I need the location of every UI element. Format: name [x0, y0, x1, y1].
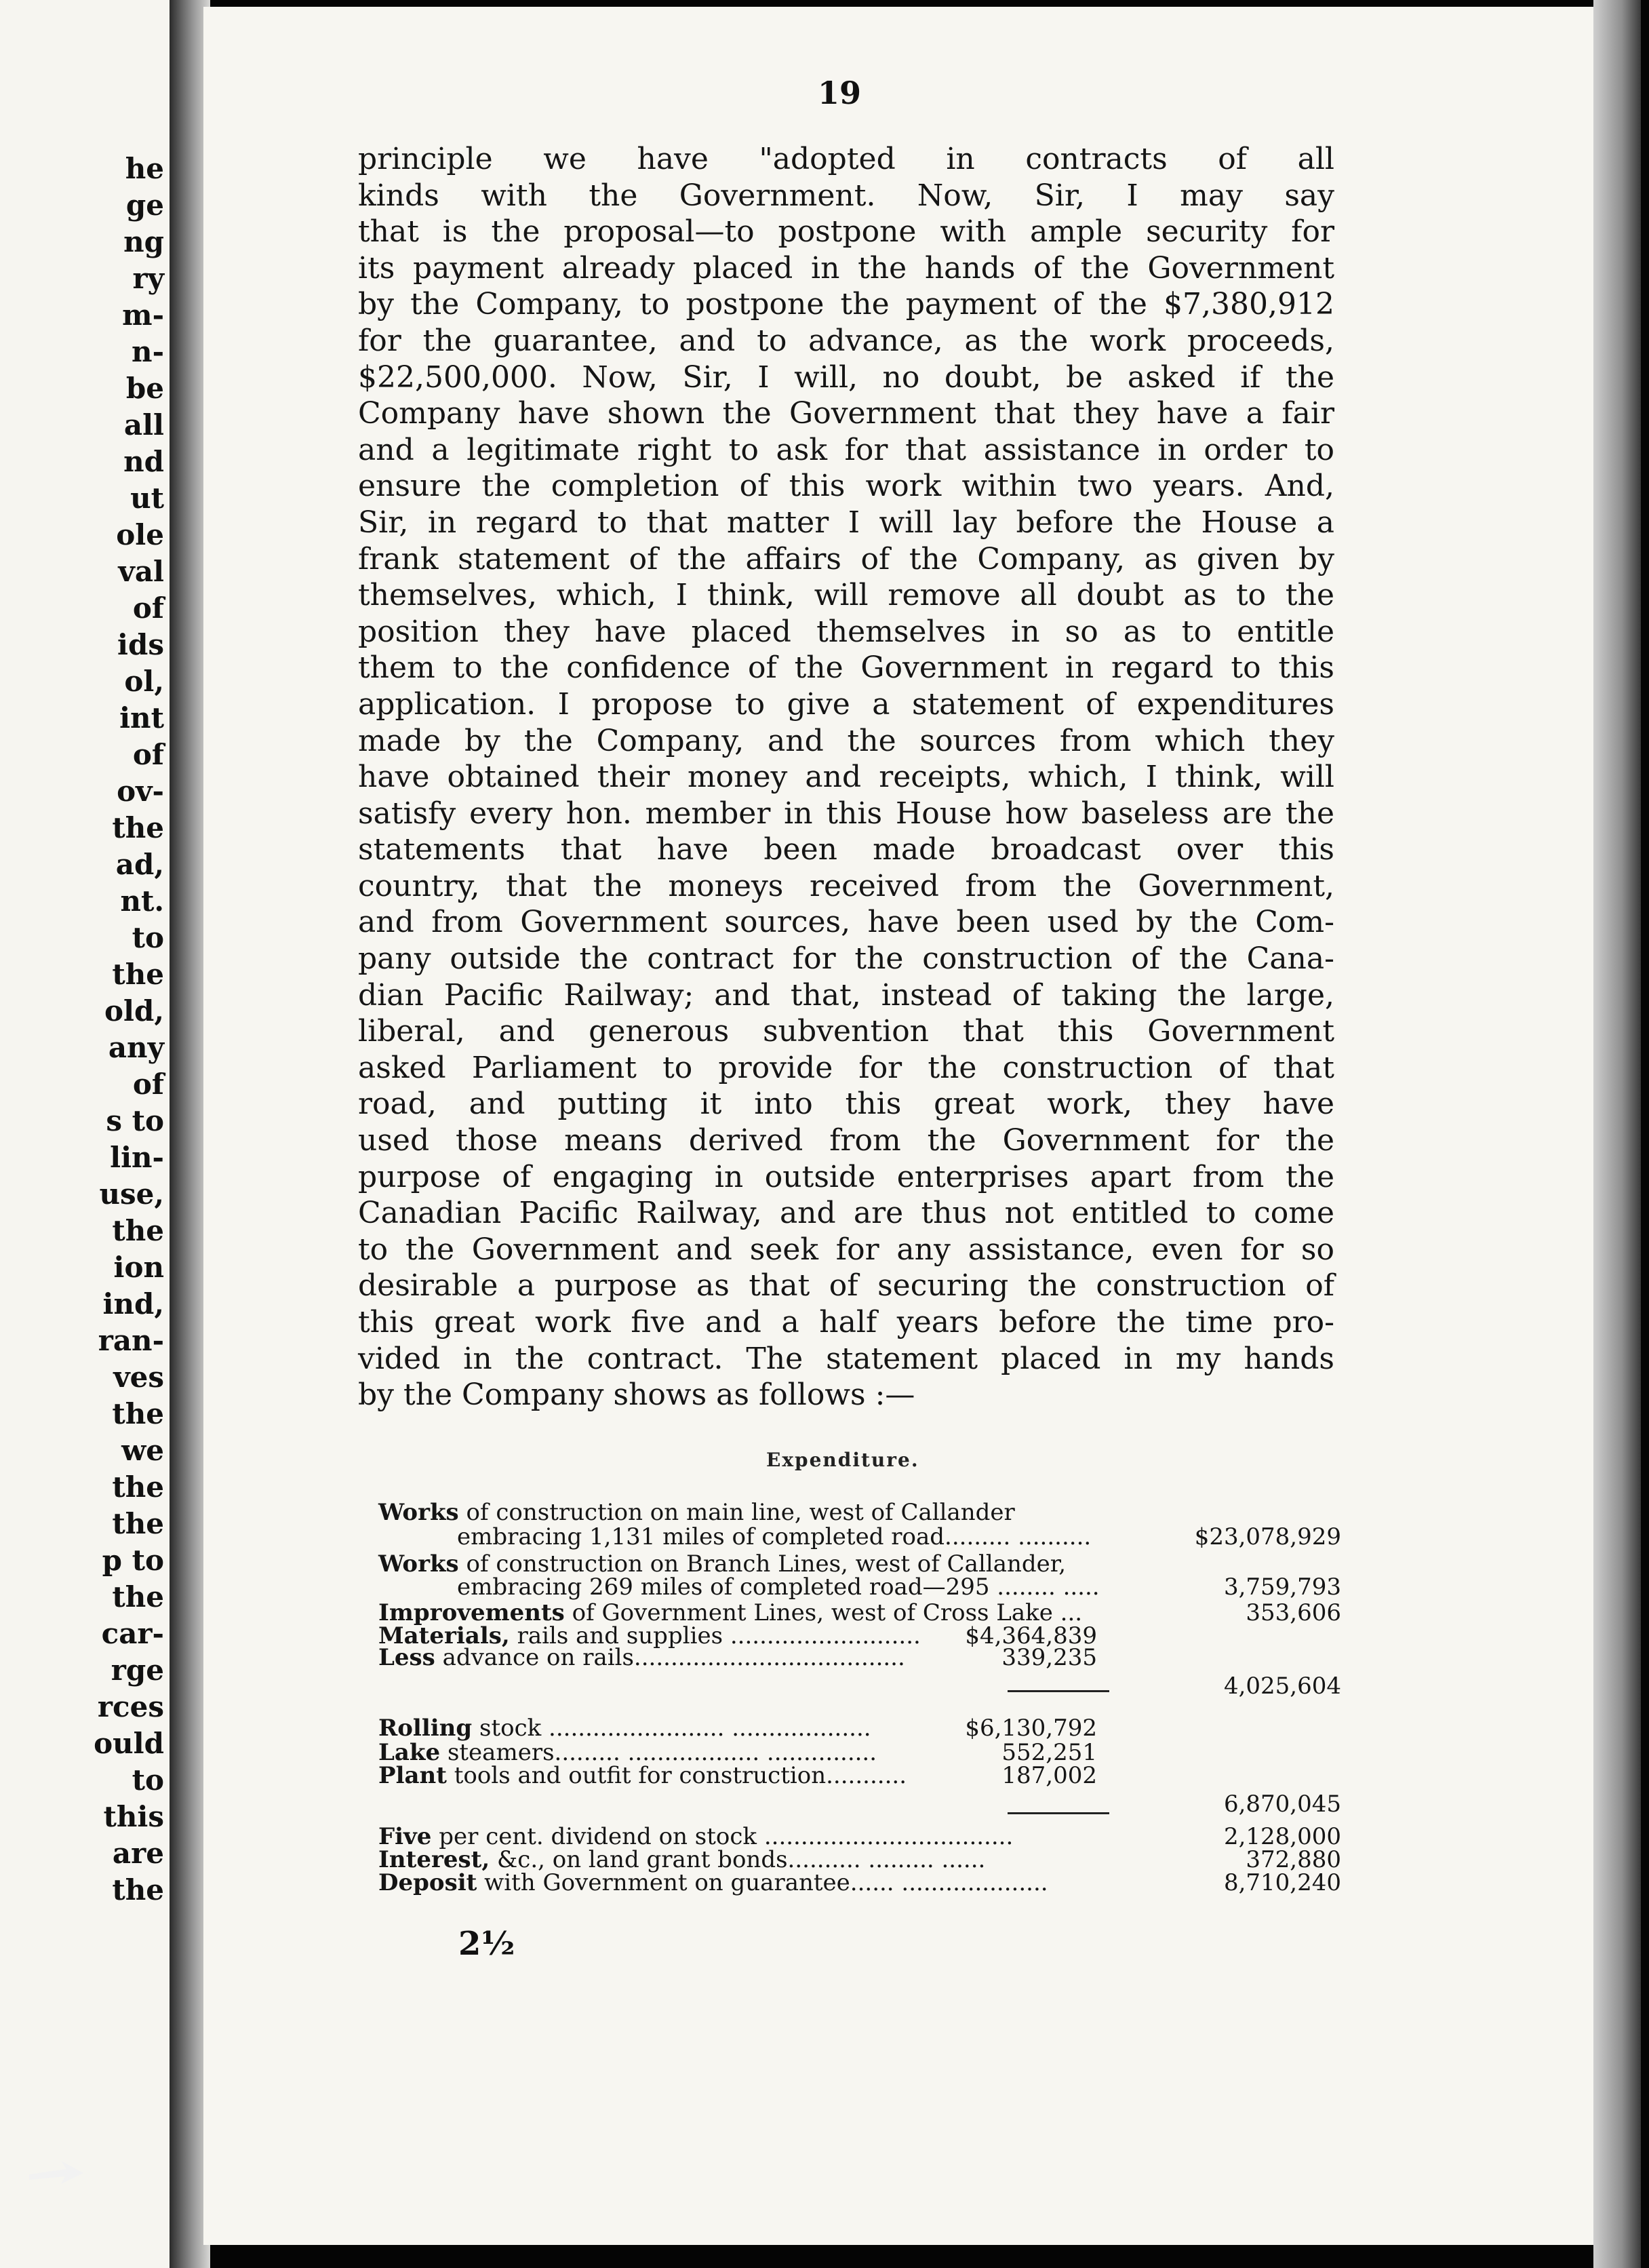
body-line: frank statement of the affairs of the Company, as given by: [358, 541, 1334, 576]
body-line: pany outside the contract for the construction of the Cana-: [358, 941, 1334, 977]
expenditure-amount: $23,078,929: [1194, 1523, 1341, 1550]
body-line: principle we have "adopted in contracts of all: [358, 142, 1334, 176]
expenditure-label-text: steamers......... .................. ...............: [440, 1739, 877, 1766]
expenditure-label-lead: Materials,: [378, 1622, 510, 1649]
facing-page-fragment: the: [112, 958, 164, 991]
body-line: purpose of engaging in outside enterprises apart from the: [358, 1159, 1334, 1194]
expenditure-row: [378, 1523, 1341, 1550]
body-line: position they have placed themselves in so as to entitle: [358, 614, 1334, 649]
expenditure-label: [457, 1523, 1091, 1550]
expenditure-subamount: $4,364,839: [965, 1622, 1097, 1649]
expenditure-label-text: advance on rails.....................................: [435, 1644, 905, 1671]
facing-page-fragment: m-: [122, 298, 164, 332]
expenditure-amount: 4,025,604: [1223, 1673, 1341, 1700]
body-line: its payment already placed in the hands of the Government: [358, 250, 1334, 286]
facing-page-text: [94, 151, 164, 1909]
facing-page-fragment: we: [121, 1434, 164, 1467]
body-line: asked Parliament to provide for the construction of that: [358, 1050, 1334, 1085]
expenditure-label-text: embracing 1,131 miles of completed road......... ..........: [457, 1523, 1092, 1550]
body-line: Canadian Pacific Railway, and are thus not entitled to come: [358, 1196, 1334, 1231]
expenditure-amount: 8,710,240: [1223, 1869, 1341, 1896]
body-line: for the guarantee, and to advance, as the work proceeds,: [358, 323, 1334, 358]
body-line: that is the proposal—to postpone with ample security for: [358, 214, 1334, 250]
page-number: 19: [818, 75, 862, 111]
facing-page-fragment: ole: [116, 518, 164, 551]
facing-page-fragment: all: [123, 408, 164, 442]
expenditure-label-text: with Government on guarantee...... ....................: [477, 1869, 1048, 1896]
body-line: by the Company shows as follows :—: [358, 1377, 915, 1413]
facing-page-fragment: to: [132, 921, 164, 954]
facing-page-fragment: ran-: [98, 1324, 164, 1357]
subtotal-rule: [1008, 1812, 1109, 1814]
facing-page-fragment: the: [112, 1397, 164, 1430]
body-line: desirable a purpose as that of securing the construction of: [358, 1268, 1334, 1304]
expenditure-label-lead: Lake: [378, 1739, 441, 1766]
facing-page-fragment: old,: [104, 994, 164, 1028]
body-line: kinds with the Government. Now, Sir, I may say: [358, 178, 1334, 213]
expenditure-row: [378, 1573, 1341, 1601]
expenditure-label: [378, 1499, 1015, 1526]
expenditure-row: [378, 1673, 1341, 1700]
body-line: them to the confidence of the Government in regard to this: [358, 650, 1334, 686]
facing-page-fragment: ut: [130, 482, 164, 515]
facing-page-fragment: of: [132, 738, 164, 771]
body-line: satisfy every hon. member in this House how baseless are the: [358, 796, 1334, 831]
subtotal-rule: [1008, 1690, 1109, 1692]
expenditure-amount: 353,606: [1246, 1599, 1341, 1626]
expenditure-label-text: of construction on Branch Lines, west of Callander,: [458, 1550, 1067, 1578]
expenditure-label-text: of construction on main line, west of Callander: [458, 1499, 1015, 1526]
facing-page-fragment: rge: [111, 1654, 164, 1687]
facing-page-fragment: of: [132, 591, 164, 625]
body-line: this great work five and a half years before the time pro-: [358, 1305, 1334, 1340]
facing-page-fragment: the: [112, 1214, 164, 1247]
expenditure-amount: 3,759,793: [1223, 1573, 1341, 1601]
body-line: liberal, and generous subvention that this Government: [358, 1014, 1334, 1049]
body-line: and from Government sources, have been used by the Com-: [358, 905, 1334, 940]
facing-page-fragment: are: [112, 1837, 164, 1870]
body-line: by the Company, to postpone the payment of the $7,380,912: [358, 287, 1334, 322]
facing-page-fragment: lin-: [110, 1141, 164, 1174]
expenditure-label: [378, 1762, 907, 1789]
body-line: application. I propose to give a statement of expenditures: [358, 686, 1334, 722]
expenditure-label-text: per cent. dividend on stock ..................................: [431, 1823, 1014, 1850]
facing-page-fragment: n-: [132, 335, 164, 368]
body-line: used those means derived from the Government for the: [358, 1123, 1334, 1158]
expenditure-heading: Expenditure.: [766, 1449, 919, 1471]
facing-page-fragment: ge: [125, 189, 164, 222]
page-edge-right: [1593, 0, 1641, 2268]
expenditure-label: [457, 1573, 1100, 1601]
expenditure-label-text: stock ........................ ...................: [472, 1715, 871, 1742]
facing-page-fragment: this: [103, 1800, 164, 1833]
expenditure-subamount: $6,130,792: [965, 1715, 1097, 1742]
body-line: $22,500,000. Now, Sir, I will, no doubt, be asked if the: [358, 359, 1334, 395]
body-line: country, that the moneys received from the Government,: [358, 868, 1334, 903]
facing-page-fragment: use,: [99, 1177, 164, 1211]
body-line: ensure the completion of this work within two years. And,: [358, 469, 1334, 504]
expenditure-label-lead: Five: [378, 1823, 432, 1850]
expenditure-subamount: 187,002: [1001, 1762, 1097, 1789]
expenditure-label: [378, 1869, 1048, 1896]
facing-page-fragment: the: [112, 1580, 164, 1614]
facing-page-fragment: the: [112, 1470, 164, 1504]
expenditure-subamount: 339,235: [1001, 1644, 1097, 1671]
expenditure-label-lead: Less: [378, 1644, 435, 1671]
body-line: and a legitimate right to ask for that assistance in order to: [358, 432, 1334, 467]
expenditure-label-lead: Improvements: [378, 1599, 565, 1626]
facing-page-fragment: ov-: [117, 775, 164, 808]
body-line: have obtained their money and receipts, which, I think, will: [358, 760, 1334, 795]
expenditure-amount: 372,880: [1246, 1846, 1341, 1873]
body-text: [358, 141, 1334, 1413]
facing-page-fragment: val: [118, 555, 164, 588]
facing-page-fragment: the: [112, 1873, 164, 1907]
expenditure-label-lead: Plant: [378, 1762, 447, 1789]
expenditure-label-text: tools and outfit for construction...........: [446, 1762, 907, 1789]
expenditure-label-lead: Works: [378, 1499, 459, 1526]
body-line: dian Pacific Railway; and that, instead of taking the large,: [358, 977, 1334, 1013]
expenditure-row: [378, 1791, 1341, 1818]
body-line: vided in the contract. The statement placed in my hands: [358, 1341, 1334, 1376]
expenditure-row: [378, 1499, 1341, 1526]
facing-page-fragment: be: [125, 372, 164, 405]
body-line: to the Government and seek for any assistance, even for so: [358, 1232, 1334, 1267]
facing-page-fragment: ry: [132, 262, 164, 295]
expenditure-label-lead: Rolling: [378, 1715, 473, 1742]
facing-page-fragment: nt.: [120, 884, 164, 918]
facing-page-fragment: ad,: [115, 848, 164, 881]
expenditure-amount: 6,870,045: [1223, 1791, 1341, 1818]
expenditure-label: [378, 1644, 905, 1671]
facing-page-fragment: int: [119, 701, 164, 735]
facing-page-fragment: car-: [101, 1617, 164, 1650]
expenditure-label-text: of Government Lines, west of Cross Lake ...: [564, 1599, 1083, 1626]
facing-page-fragment: ng: [123, 225, 164, 258]
expenditure-row: [378, 1715, 1341, 1742]
expenditure-label-text: rails and supplies ..........................: [509, 1622, 921, 1649]
expenditure-label-lead: Deposit: [378, 1869, 477, 1896]
expenditure-row: [378, 1762, 1341, 1789]
body-line: Sir, in regard to that matter I will lay before the House a: [358, 505, 1334, 540]
expenditure-label-lead: Interest,: [378, 1846, 490, 1873]
cursor-arrow-icon: [26, 2154, 87, 2188]
facing-page-edge: [0, 0, 170, 2268]
expenditure-label-lead: Works: [378, 1550, 459, 1578]
body-line: themselves, which, I think, will remove all doubt as to the: [358, 578, 1334, 613]
facing-page-fragment: of: [132, 1068, 164, 1101]
facing-page-fragment: any: [108, 1031, 164, 1064]
facing-page-fragment: ves: [113, 1361, 164, 1394]
facing-page-fragment: ol,: [124, 665, 164, 698]
facing-page-fragment: rces: [97, 1690, 164, 1723]
facing-page-fragment: ould: [94, 1727, 164, 1760]
expenditure-row: [378, 1644, 1341, 1671]
body-line: Company have shown the Government that they have a fair: [358, 396, 1334, 431]
facing-page-fragment: to: [132, 1763, 164, 1797]
facing-page-fragment: ind,: [102, 1287, 164, 1321]
facing-page-fragment: s to: [106, 1104, 164, 1137]
body-line: statements that have been made broadcast over this: [358, 832, 1334, 867]
expenditure-subamount: 552,251: [1001, 1739, 1097, 1766]
facing-page-fragment: ids: [117, 628, 164, 661]
signature-mark: 2½: [458, 1925, 515, 1963]
expenditure-label-text: embracing 269 miles of completed road—295 ........ .....: [457, 1573, 1100, 1601]
expenditure-row: [378, 1869, 1341, 1896]
facing-page-fragment: the: [112, 811, 164, 844]
body-line: made by the Company, and the sources from which they: [358, 723, 1334, 758]
expenditure-label-text: &c., on land grant bonds.......... ......... ......: [490, 1846, 986, 1873]
expenditure-amount: 2,128,000: [1223, 1823, 1341, 1850]
facing-page-fragment: nd: [123, 445, 164, 478]
expenditure-label: [378, 1715, 871, 1742]
facing-page-fragment: ion: [113, 1251, 164, 1284]
facing-page-fragment: he: [125, 152, 164, 185]
facing-page-fragment: the: [112, 1507, 164, 1540]
body-line: road, and putting it into this great work, they have: [358, 1087, 1334, 1122]
facing-page-fragment: p to: [102, 1544, 164, 1577]
